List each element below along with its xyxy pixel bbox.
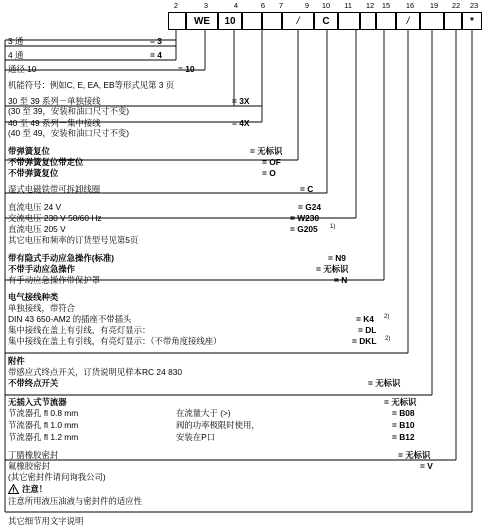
- row-label: 通径 10: [8, 64, 37, 74]
- row-code: = 无标识: [384, 397, 417, 407]
- pos-number: 19: [429, 1, 439, 10]
- code-cell: [242, 12, 262, 30]
- row-code: = B08: [392, 408, 415, 418]
- row-code: = K4: [356, 314, 374, 324]
- pos-number: 12: [365, 1, 375, 10]
- note-text: 注意所用液压油液与密封件的适应性: [8, 496, 142, 506]
- row-label: 交流电压 230 V 50/60 Hz: [8, 213, 102, 223]
- pos-number: 7: [278, 1, 284, 10]
- row-label: 不带弹簧复位: [8, 168, 59, 178]
- row-label: 不带弹簧复位带定位: [8, 157, 84, 167]
- row-label: 湿式电磁铁带可拆卸线圈: [8, 184, 101, 194]
- pos-number: 15: [381, 1, 391, 10]
- row-label: 不带手动应急操作: [8, 264, 75, 274]
- footnote-mark: 2): [385, 336, 391, 342]
- pos-number: 3: [203, 1, 209, 10]
- row-label: (其它密封件请问询我公司): [8, 472, 106, 482]
- row-label: 直流电压 24 V: [8, 202, 62, 212]
- pos-number: 4: [233, 1, 239, 10]
- code-cell: [338, 12, 360, 30]
- code-cell: /: [282, 12, 314, 30]
- pos-number: 9: [304, 1, 310, 10]
- row-code: = 10: [178, 64, 195, 74]
- row-label: DIN 43 650-AM2 的插座不带插头: [8, 314, 132, 324]
- row-note: 在流量大于 (>): [176, 408, 231, 418]
- row-label: 40 至 49 系列－集中接线: [8, 118, 101, 128]
- code-cell: [168, 12, 186, 30]
- row-label: 带有隐式手动应急操作(标准): [8, 253, 115, 263]
- warning-triangle-icon: [8, 484, 19, 494]
- note-title: 注意！: [22, 484, 48, 494]
- row-code: = 3X: [232, 96, 250, 106]
- row-label: 节流器孔 fl 1.2 mm: [8, 432, 79, 442]
- row-label: 有手动应急操作带保护罩: [8, 275, 101, 285]
- row-code: = DKL: [352, 336, 377, 346]
- row-label: 其它电压和频率的订货型号见第5页: [8, 235, 139, 245]
- pos-number: 6: [260, 1, 266, 10]
- row-label: 集中接线在盖上有引线，有亮灯显示：（不带角度接线座）: [8, 336, 222, 346]
- row-code: = 无标识: [368, 378, 401, 388]
- row-label: 其它细节用文字说明: [8, 516, 84, 526]
- pos-number: 23: [469, 1, 479, 10]
- row-code: = 3: [150, 36, 162, 46]
- row-label: 丁腈橡胶密封: [8, 450, 59, 460]
- row-label: 氟橡胶密封: [8, 461, 50, 471]
- row-code: = 无标识: [398, 450, 431, 460]
- footnote-mark: 1): [330, 224, 336, 230]
- code-cell: C: [314, 12, 338, 30]
- row-label: 带弹簧复位: [8, 146, 50, 156]
- row-code: = W230: [290, 213, 320, 223]
- row-code: = B12: [392, 432, 415, 442]
- footnote-mark: 2): [384, 314, 390, 320]
- row-label: 带感应式终点开关，订货说明见样本RC 24 830: [8, 367, 183, 377]
- row-code: = V: [420, 461, 433, 471]
- row-label: (40 至 49，安装和油口尺寸不变): [8, 128, 129, 138]
- warning-icon: [8, 484, 19, 495]
- row-label: 无插入式节流器: [8, 397, 67, 407]
- row-code: = G205: [290, 224, 318, 234]
- row-code: = C: [300, 184, 314, 194]
- row-label: 直流电压 205 V: [8, 224, 66, 234]
- row-code: = N9: [328, 253, 346, 263]
- pos-number: 16: [405, 1, 415, 10]
- section-heading: 附件: [8, 356, 25, 366]
- row-code: = 无标识: [250, 146, 283, 156]
- row-code: = G24: [298, 202, 322, 212]
- code-cell: [444, 12, 462, 30]
- code-cell: 10: [218, 12, 242, 30]
- row-label: 机能符号：例如C, E, EA, EB等形式见第 3 页: [8, 80, 175, 90]
- row-label: 节流器孔 fl 1.0 mm: [8, 420, 79, 430]
- code-cell: *: [462, 12, 482, 30]
- code-cell: /: [396, 12, 420, 30]
- row-code: = 4X: [232, 118, 250, 128]
- row-code: = O: [262, 168, 276, 178]
- row-label: 4 通: [8, 50, 24, 60]
- row-code: = DL: [358, 325, 377, 335]
- row-code: = 4: [150, 50, 162, 60]
- pos-number: 10: [321, 1, 331, 10]
- row-label: 集中接线在盖上有引线，有亮灯显示：: [8, 325, 151, 335]
- row-code: = B10: [392, 420, 415, 430]
- code-cell: WE: [186, 12, 218, 30]
- code-cell: [376, 12, 396, 30]
- row-code: = 无标识: [316, 264, 349, 274]
- row-label: 3 通: [8, 36, 24, 46]
- row-label: (30 至 39，安装和油口尺寸不变): [8, 106, 129, 116]
- code-cell: [420, 12, 444, 30]
- row-label: 30 至 39 系列－单独接线: [8, 96, 101, 106]
- row-code: = N: [334, 275, 348, 285]
- pos-number: 11: [344, 1, 352, 10]
- row-note: 阀的功率极限时使用，: [176, 420, 260, 430]
- row-label: 不带终点开关: [8, 378, 59, 388]
- pos-number: 22: [451, 1, 461, 10]
- row-label: 节流器孔 fl 0.8 mm: [8, 408, 79, 418]
- code-cell: [262, 12, 282, 30]
- section-heading: 电气接线种类: [8, 292, 59, 302]
- row-code: = OF: [262, 157, 281, 167]
- pos-number: 2: [173, 1, 179, 10]
- row-label: 单独接线，带符合: [8, 303, 75, 313]
- row-note: 安装在P口: [176, 432, 216, 442]
- code-cell: [360, 12, 376, 30]
